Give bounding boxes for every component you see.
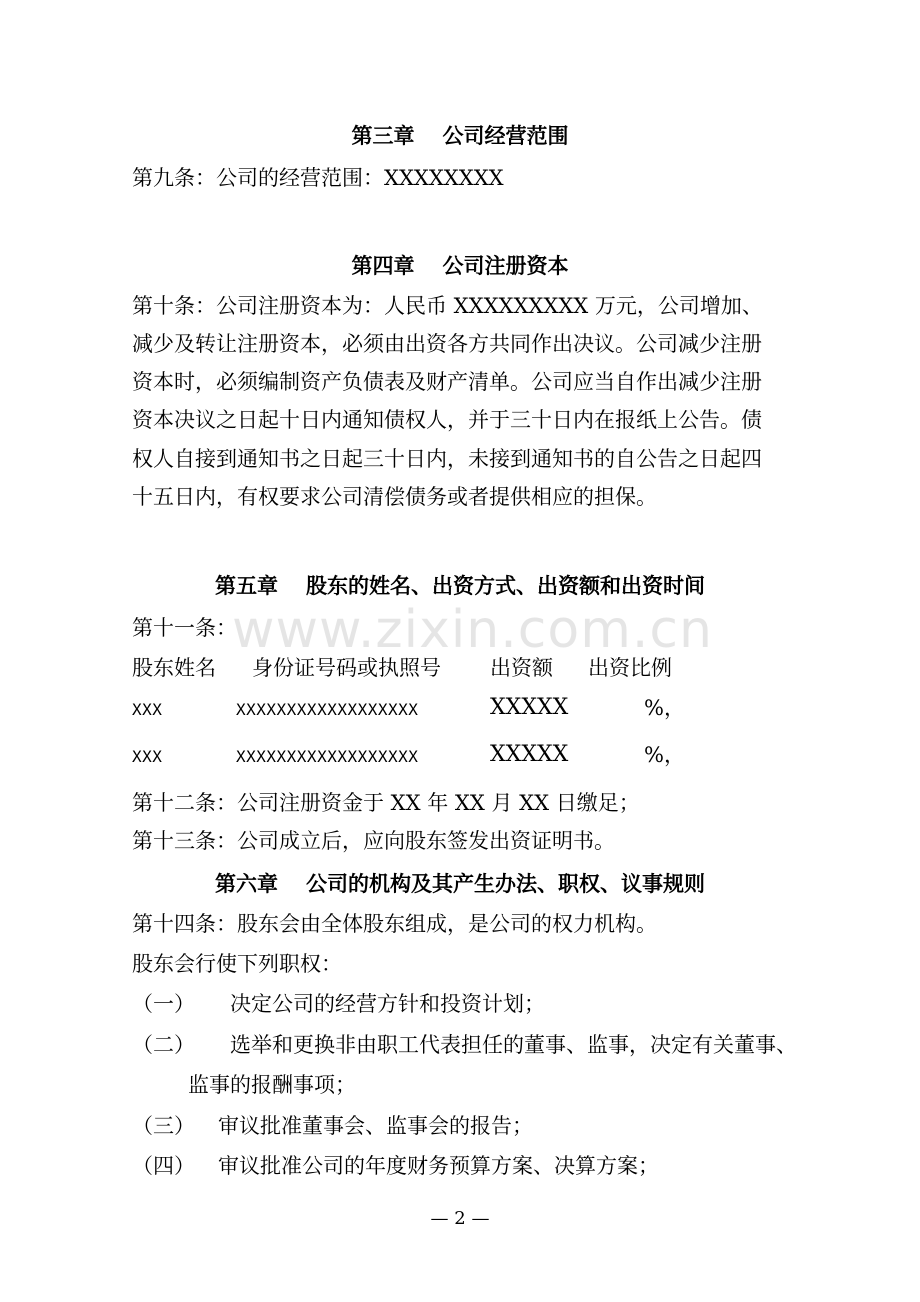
article-10-line-5: 权人自接到通知书之日起三十日内，未接到通知书的自公告之日起四	[132, 447, 762, 471]
article-11: 第十一条：	[132, 616, 237, 640]
chapter-5-heading: 第五章 股东的姓名、出资方式、出资额和出资时间	[215, 573, 705, 598]
list-item-continuation: 监事的报酬事项；	[188, 1073, 356, 1097]
list-item-text: 选举和更换非由职工代表担任的董事、监事，决定有关董事、	[230, 1033, 797, 1057]
header-id: 身份证号码或执照号	[252, 656, 441, 680]
chapter-4-heading: 第四章 公司注册资本	[351, 253, 569, 278]
row-name: XXX	[132, 700, 163, 719]
article-10-line-1: 第十条：公司注册资本为：人民币 XXXXXXXXX 万元，公司增加、	[132, 294, 763, 318]
powers-intro: 股东会行使下列职权：	[132, 952, 342, 976]
watermark: www.zixin.com.cn	[232, 600, 713, 660]
list-item-label: （三）	[132, 1114, 195, 1138]
list-item-text: 审议批准公司的年度财务预算方案、决算方案；	[218, 1154, 659, 1178]
list-item-label: （四）	[132, 1154, 195, 1178]
chapter-6-heading: 第六章 公司的机构及其产生办法、职权、议事规则	[215, 871, 705, 896]
row-ratio: %，	[644, 743, 685, 767]
article-10-line-6: 十五日内，有权要求公司清偿债务或者提供相应的担保。	[132, 485, 657, 509]
article-10-line-4: 资本决议之日起十日内通知债权人，并于三十日内在报纸上公告。债	[132, 408, 762, 432]
list-item-text: 审议批准董事会、监事会的报告；	[218, 1114, 533, 1138]
header-ratio: 出资比例	[588, 656, 672, 680]
article-10-line-3: 资本时，必须编制资产负债表及财产清单。公司应当自作出减少注册	[132, 370, 762, 394]
article-10-line-2: 减少及转让注册资本，必须由出资各方共同作出决议。公司减少注册	[132, 332, 762, 356]
list-item-text: 决定公司的经营方针和投资计划；	[230, 992, 545, 1016]
article-12: 第十二条：公司注册资金于 XX 年 XX 月 XX 日缴足；	[132, 791, 640, 815]
header-amount: 出资额	[490, 656, 553, 680]
row-amount: XXXXX	[490, 742, 569, 767]
row-id: XXXXXXXXXXXXXXXXXX	[236, 747, 419, 766]
article-13: 第十三条：公司成立后，应向股东签发出资证明书。	[132, 829, 615, 853]
header-name: 股东姓名	[132, 656, 216, 680]
chapter-3-heading: 第三章 公司经营范围	[351, 123, 569, 148]
row-name: XXX	[132, 747, 163, 766]
row-ratio: %，	[644, 696, 685, 720]
page-number: — 2 —	[430, 1208, 490, 1229]
list-item-label: （二）	[132, 1033, 195, 1057]
list-item-label: （一）	[132, 992, 195, 1016]
row-id: XXXXXXXXXXXXXXXXXX	[236, 700, 419, 719]
row-amount: XXXXX	[490, 695, 569, 720]
article-14: 第十四条：股东会由全体股东组成，是公司的权力机构。	[132, 912, 657, 936]
article-9: 第九条：公司的经营范围：XXXXXXXX	[132, 166, 504, 190]
